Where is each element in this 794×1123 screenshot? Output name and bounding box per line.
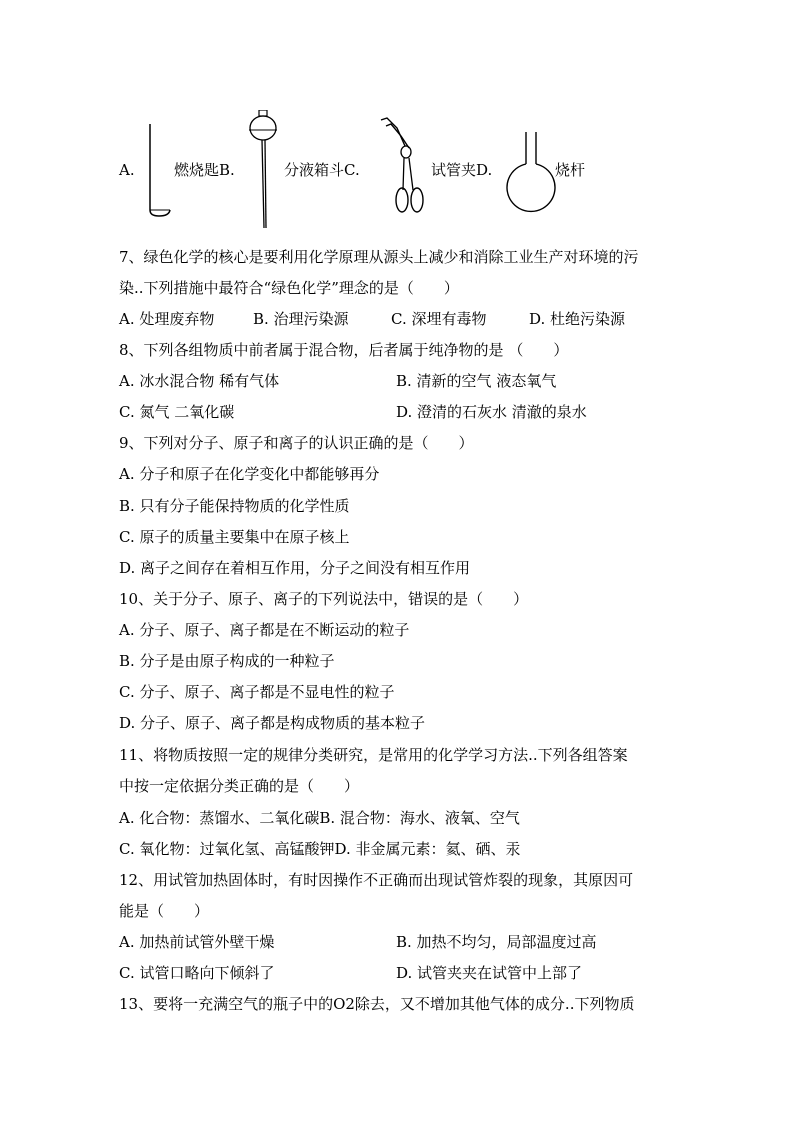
q8-option-c[interactable]: C. 氮气 二氧化碳 [119,403,235,421]
q9-option-a[interactable]: A. 分子和原子在化学变化中都能够再分 [119,465,380,483]
q12-option-b[interactable]: B. 加热不均匀，局部温度过高 [396,933,597,951]
q7-options [119,309,625,329]
q9-option-c[interactable]: C. 原子的质量主要集中在原子核上 [119,528,350,546]
option-a-name: 燃烧匙 [174,161,220,179]
q12-stem-line2: 能是（ ） [119,902,210,920]
q10-option-d[interactable]: D. 分子、原子、离子都是构成物质的基本粒子 [119,714,426,732]
test-tube-clamp-icon [377,116,437,221]
q7-stem-line2: 染..下列措施中最符合“绿色化学”理念的是（ ） [119,279,459,297]
option-b-name: 分液箱斗 [284,161,345,179]
q9-option-d[interactable]: D. 离子之间存在着相互作用，分子之间没有相互作用 [119,559,471,577]
q7-option-c[interactable]: C. 深埋有毒物 [391,310,487,328]
q8-option-a[interactable]: A. 冰水混合物 稀有气体 [119,372,280,390]
option-d-name: 烧杆 [555,161,586,179]
q9-option-b[interactable]: B. 只有分子能保持物质的化学性质 [119,497,350,515]
q11-options-ab[interactable]: A. 化合物：蒸馏水、二氧化碳B. 混合物：海水、液氧、空气 [119,809,520,827]
q11-stem-line2: 中按一定依据分类正确的是（ ） [119,777,360,795]
q12-option-a[interactable]: A. 加热前试管外壁干燥 [119,933,275,951]
q12-stem-line1: 12、用试管加热固体时，有时因操作不正确而出现试管炸裂的现象，其原因可 [119,871,634,889]
option-a-letter: A. [119,161,135,179]
separatory-funnel-icon [243,110,283,235]
q12-option-d[interactable]: D. 试管夹夹在试管中上部了 [396,964,583,982]
apparatus-row [119,118,719,238]
q10-stem: 10、关于分子、原子、离子的下列说法中，错误的是（ ） [119,590,529,608]
q11-options-cd[interactable]: C. 氧化物：过氧化氢、高锰酸钾D. 非金属元素：氦、硒、汞 [119,840,521,858]
q12-option-c[interactable]: C. 试管口略向下倾斜了 [119,964,275,982]
q7-option-a[interactable]: A. 处理废弃物 [119,310,215,328]
q8-option-b[interactable]: B. 清新的空气 液态氧气 [396,372,557,390]
round-bottom-flask-icon [503,130,563,220]
option-b-letter: B. [219,161,235,179]
q9-stem: 9、下列对分子、原子和离子的认识正确的是（ ） [119,434,474,452]
option-d-letter: D. [476,161,493,179]
combustion-spoon-icon [139,122,179,222]
option-c-letter: C. [344,161,360,179]
q10-option-c[interactable]: C. 分子、原子、离子都是不显电性的粒子 [119,683,395,701]
q10-option-b[interactable]: B. 分子是由原子构成的一种粒子 [119,652,335,670]
q10-option-a[interactable]: A. 分子、原子、离子都是在不断运动的粒子 [119,621,410,639]
q11-stem-line1: 11、将物质按照一定的规律分类研究，是常用的化学学习方法..下列各组答案 [119,746,628,764]
q7-option-b[interactable]: B. 治理污染源 [253,310,349,328]
q13-stem-line1: 13、要将一充满空气的瓶子中的O2除去，又不增加其他气体的成分..下列物质 [119,995,635,1013]
q7-option-d[interactable]: D. 杜绝污染源 [529,310,626,328]
q7-stem-line1: 7、绿色化学的核心是要利用化学原理从源头上减少和消除工业生产对环境的污 [119,248,639,266]
q8-stem: 8、下列各组物质中前者属于混合物，后者属于纯净物的是 （ ） [119,341,569,359]
q8-option-d[interactable]: D. 澄清的石灰水 清澈的泉水 [396,403,587,421]
option-c-name: 试管夹 [431,161,477,179]
